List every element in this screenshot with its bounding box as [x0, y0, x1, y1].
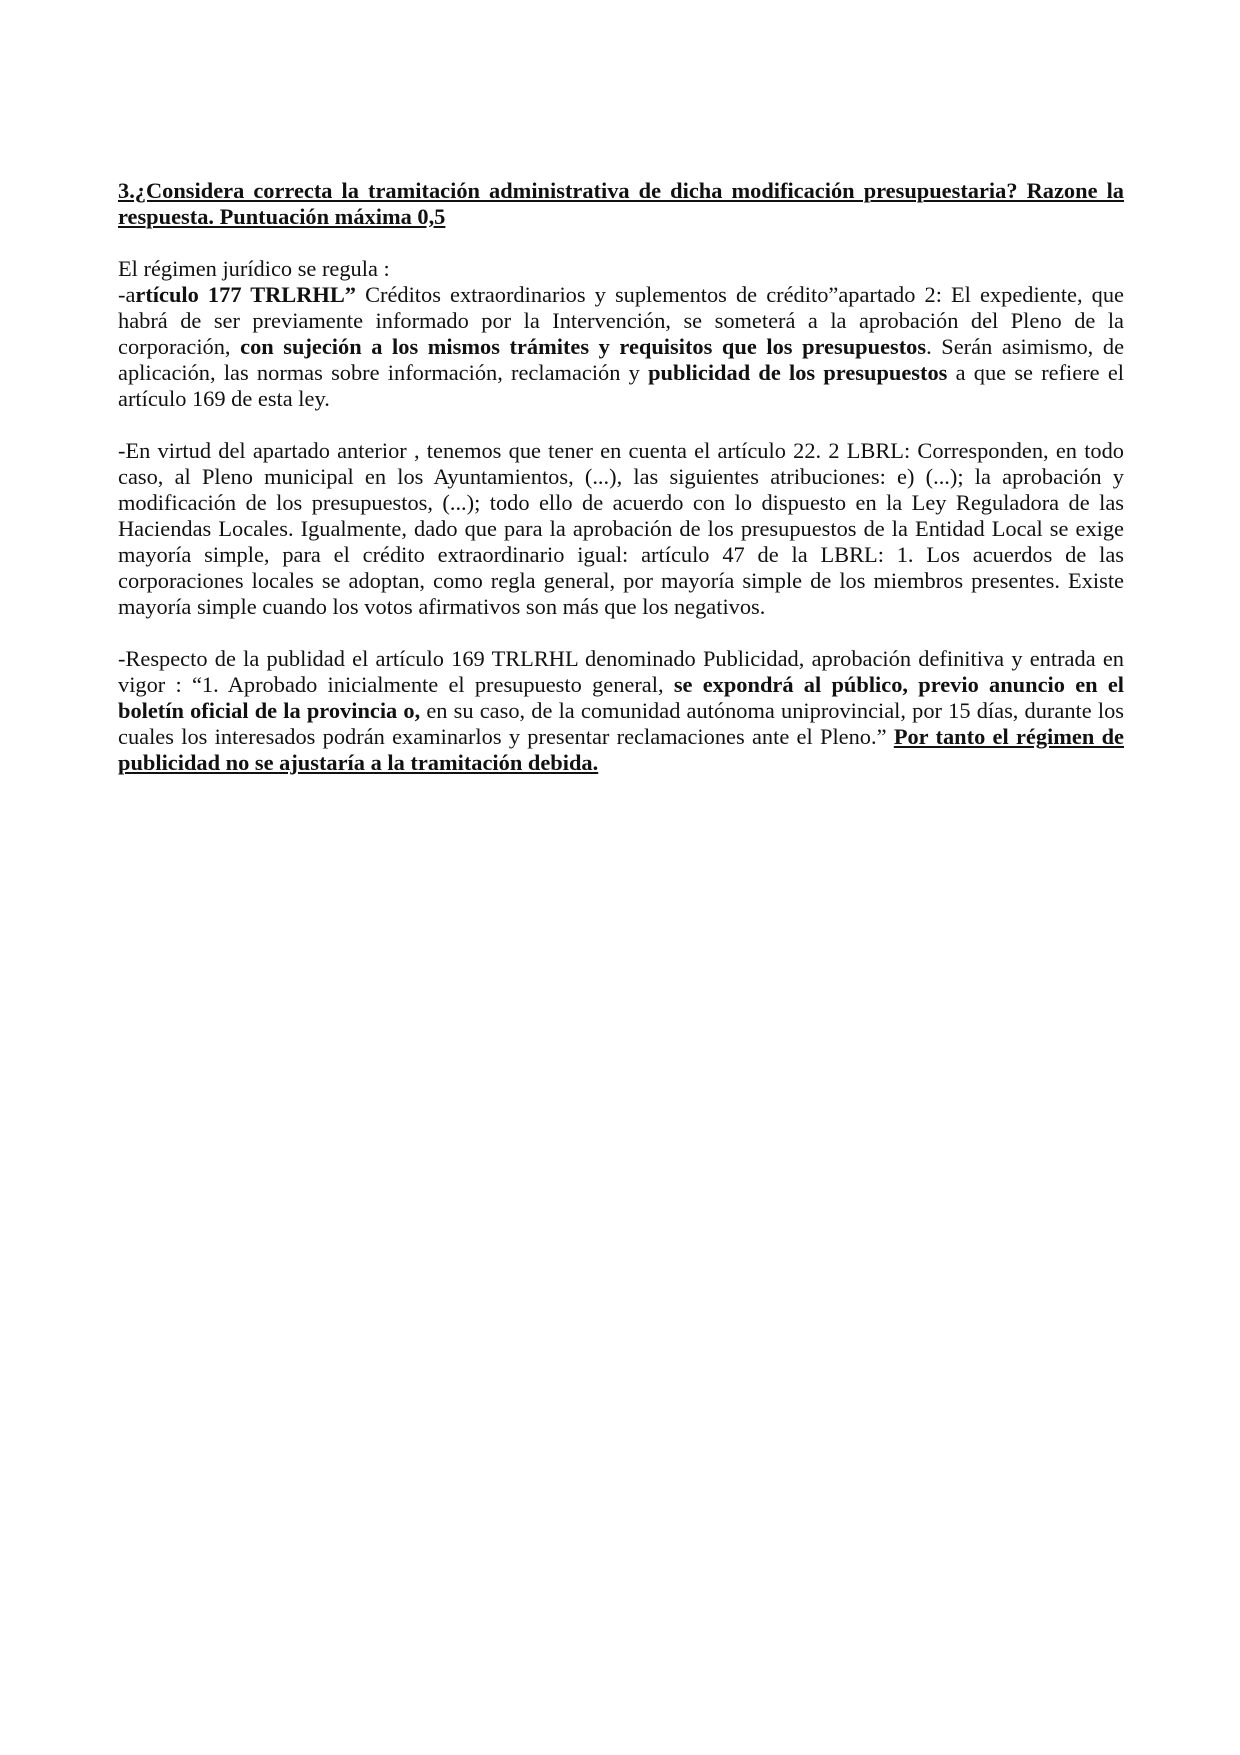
intro-paragraph: [118, 256, 1124, 282]
article-177-text-b: . Serán asimismo, de aplicación, las normas sobre información, reclamación y: [118, 334, 1125, 385]
article-169-text-a: -Respecto de la publidad el artículo 169 TRLRHL denominado Publicidad, aprobación definitiva y entrada en vigor : “1. Aprobado inicialmente el presupuesto general,: [118, 646, 1124, 697]
article-169-paragraph: [118, 646, 1124, 776]
article-177-emphasis-requirements: con sujeción a los mismos trámites y requisitos que los presupuestos: [240, 334, 927, 359]
article-177-reference: rtículo 177 TRLRHL”: [135, 282, 356, 307]
article-169-text-b: en su caso, de la comunidad autónoma uniprovincial, por 15 días, durante los cuales los interesados podrán examinarlos y presentar reclamaciones ante el Pleno.”: [118, 698, 1124, 749]
article-22-text: -En virtud del apartado anterior , tenemos que tener en cuenta el artículo 22. 2 LBRL: Corresponden, en todo caso, al Pleno municipal en los Ayuntamientos, (...), las siguientes atribuciones: e) (...); la aprobación y modificación de los presupuestos, (...); todo ello de acuerdo con lo dispuesto en la Ley Reguladora de las Haciendas Locales. Igualmente, dado que para la aprobación de los presupuestos de la Entidad Local se exige mayoría simple, para el crédito extraordinario igual: artículo 47 de la LBRL: 1. Los acuerdos de las corporaciones locales se adoptan, como regla general, por mayoría simple de los miembros presentes. Existe mayoría simple cuando los votos afirmativos son más que los negativos.: [118, 438, 1124, 619]
article-177-emphasis-publicity: publicidad de los presupuestos: [648, 360, 948, 385]
spacer: [118, 230, 1124, 256]
intro-text: El régimen jurídico se regula :: [118, 256, 390, 281]
conclusion-text: Por tanto el régimen de publicidad no se ajustaría a la tramitación debida.: [118, 724, 1124, 775]
article-169-emphasis: se expondrá al público, previo anuncio en el boletín oficial de la provincia o,: [118, 672, 1124, 723]
article-177-paragraph: [118, 282, 1124, 412]
question-heading: [118, 178, 1124, 230]
document-page: [118, 178, 1124, 776]
question-heading-text: 3.¿Considera correcta la tramitación administrativa de dicha modificación presupuestaria? Razone la respuesta. Puntuación máxima 0,5: [118, 178, 1124, 229]
article-177-text-c: a que se refiere el artículo 169 de esta ley.: [118, 360, 1124, 411]
article-22-paragraph: [118, 438, 1124, 620]
spacer: [118, 620, 1124, 646]
article-177-prefix: -a: [118, 282, 136, 307]
article-177-text-a: Créditos extraordinarios y suplementos de crédito”apartado 2: El expediente, que habrá de ser previamente informado por la Intervención, se someterá a la aprobación del Pleno de la corporación,: [118, 282, 1124, 359]
spacer: [118, 412, 1124, 438]
